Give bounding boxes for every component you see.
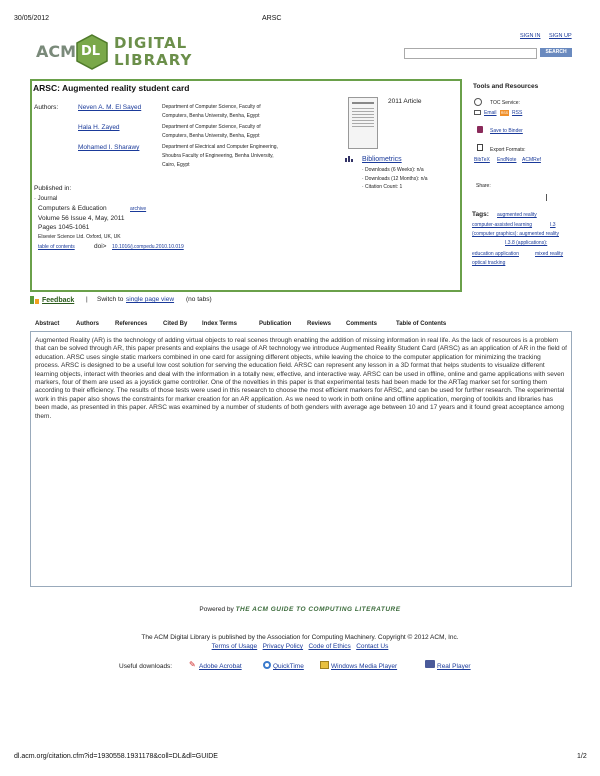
tab-cited-by[interactable]: Cited By (163, 321, 188, 327)
print-date: 30/05/2012 (14, 15, 50, 22)
share-label: Share: (476, 183, 491, 189)
acmref-link[interactable]: ACMRef (522, 157, 541, 163)
toc-service-label: TOC Service: (490, 100, 520, 106)
switch-text: Switch to (97, 296, 124, 303)
no-tabs-text: (no tabs) (186, 296, 212, 303)
contact-link[interactable]: Contact Us (356, 643, 389, 650)
pages-info: Pages 1045-1061 (38, 224, 90, 231)
paper-thumbnail[interactable] (348, 97, 378, 149)
tab-authors[interactable]: Authors (76, 321, 99, 327)
tag-link[interactable]: (computer graphics): augmented reality (472, 231, 559, 237)
volume-info: Volume 56 Issue 4, May, 2011 (38, 215, 125, 222)
save-binder-link[interactable]: Save to Binder (490, 128, 523, 134)
citation-count: · Citation Count: 1 (362, 184, 403, 190)
footer-links (0, 643, 600, 651)
acm-dl-logo[interactable] (36, 34, 193, 70)
doi-label: doi> (94, 243, 107, 250)
author-link-1[interactable]: Neven A. M. El Sayed (78, 104, 142, 111)
author-affil: Shoubra Faculty of Engineering, Benha University, (162, 153, 274, 159)
bar-chart-icon (345, 155, 354, 162)
acrobat-icon: ✎ (189, 660, 196, 669)
endnote-link[interactable]: EndNote (497, 157, 517, 163)
tag-link[interactable]: augmented reality (497, 212, 537, 218)
author-affil: Computers, Benha University, Benha, Egypt (162, 113, 260, 119)
real-player-icon (425, 660, 435, 668)
print-url: dl.acm.org/citation.cfm?id=1930558.1931178&coll=DL&dl=GUIDE (14, 753, 218, 760)
tag-link[interactable]: mixed reality (535, 251, 564, 257)
sign-up-link[interactable]: SIGN UP (549, 33, 572, 39)
single-page-link[interactable]: single page view (126, 296, 175, 303)
tag-link[interactable]: I.3 (550, 222, 556, 228)
logo-dl-text: DL (81, 44, 101, 59)
feedback-separator: | (86, 296, 88, 303)
powered-by-label: Powered by (199, 606, 234, 613)
export-icon (477, 144, 483, 151)
acm-guide-logo[interactable]: THE ACM GUIDE TO COMPUTING LITERATURE (235, 606, 401, 613)
downloads-label: Useful downloads: (119, 663, 173, 670)
rss-link[interactable]: RSS (512, 110, 523, 116)
binder-icon (477, 126, 483, 133)
email-icon (474, 110, 481, 115)
downloads-6w: · Downloads (6 Weeks): n/a (362, 167, 424, 173)
toc-service-icon (474, 98, 482, 106)
toc-link[interactable]: table of contents (38, 244, 75, 250)
logo-line1: DIGITAL (114, 34, 188, 52)
tools-title: Tools and Resources (473, 83, 539, 90)
author-affil: Department of Computer Science, Faculty of (162, 124, 261, 130)
rss-icon: RSS (500, 111, 509, 115)
tags-label: Tags: (472, 211, 489, 218)
published-in-label: Published in: (34, 185, 72, 192)
privacy-link[interactable]: Privacy Policy (262, 643, 304, 650)
tag-link[interactable]: computer-assisted learning (472, 222, 533, 228)
author-affil: Department of Electrical and Computer Engineering, (162, 144, 278, 150)
share-divider (546, 194, 547, 201)
authors-label: Authors: (34, 104, 59, 111)
print-title: ARSC (262, 15, 282, 22)
journal-name: Computers & Education (38, 205, 107, 212)
published-by: The ACM Digital Library is published by the Association for Computing Machinery. Copyright © 2012 ACM, Inc. (141, 634, 459, 641)
terms-link[interactable]: Terms of Usage (211, 643, 258, 650)
real-player-link[interactable]: Real Player (437, 663, 471, 670)
doi-link[interactable]: 10.1016/j.compedu.2010.10.019 (112, 244, 184, 250)
tab-references[interactable]: References (115, 321, 148, 327)
article-title: ARSC: Augmented reality student card (33, 83, 190, 93)
tab-reviews[interactable]: Reviews (307, 321, 332, 327)
search-button[interactable]: SEARCH (540, 48, 572, 57)
print-page-number: 1/2 (577, 753, 587, 760)
tab-table-of-contents[interactable]: Table of Contents (396, 321, 447, 327)
tab-abstract[interactable]: Abstract (35, 321, 60, 327)
wmp-icon (320, 661, 329, 669)
archive-link[interactable]: archive (130, 206, 147, 212)
sign-in-link[interactable]: SIGN IN (520, 33, 541, 39)
publisher-info: Elsevier Science Ltd. Oxford, UK, UK (38, 234, 121, 240)
tab-publication[interactable]: Publication (259, 321, 292, 327)
journal-label: · Journal (34, 196, 58, 202)
logo-line2: LIBRARY (114, 51, 193, 69)
ethics-link[interactable]: Code of Ethics (308, 643, 351, 650)
downloads-12m: · Downloads (12 Months): n/a (362, 176, 428, 182)
powered-by-line (0, 606, 600, 614)
tag-link[interactable]: optical tracking (472, 260, 506, 266)
quicktime-link[interactable]: QuickTime (273, 663, 304, 670)
quicktime-icon (263, 661, 271, 669)
author-affil: Department of Computer Science, Faculty of (162, 104, 261, 110)
year-type: 2011 Article (388, 98, 422, 105)
author-affil: Cairo, Egypt (162, 162, 190, 168)
feedback-link[interactable]: Feedback (42, 297, 75, 304)
tab-comments[interactable]: Comments (346, 321, 378, 327)
feedback-icon (30, 296, 39, 304)
author-link-2[interactable]: Hala H. Zayed (78, 124, 120, 131)
wmp-link[interactable]: Windows Media Player (331, 663, 398, 670)
search-input[interactable] (404, 48, 537, 59)
author-affil: Computers, Benha University, Benha, Egypt (162, 133, 260, 139)
logo-acm: ACM (36, 42, 77, 61)
tag-link[interactable]: I.3.8 (applications): (505, 240, 548, 246)
tab-index-terms[interactable]: Index Terms (202, 321, 237, 327)
author-link-3[interactable]: Mohamed I. Sharawy (78, 144, 140, 151)
bibliometrics-link[interactable]: Bibliometrics (362, 156, 402, 163)
tag-link[interactable]: education application (472, 251, 519, 257)
export-formats-label: Export Formats: (490, 147, 526, 153)
acrobat-link[interactable]: Adobe Acrobat (199, 663, 242, 670)
bibtex-link[interactable]: BibTeX (474, 157, 490, 163)
email-link[interactable]: Email (484, 110, 497, 116)
abstract-text: Augmented Reality (AR) is the technology of adding virtual objects to real scenes through enabling the addition of missing information in real life. As the lack of resources is a problem that can be solved through AR, this paper presents and explains the usage of AR technology we introduce Augmented Reality Student Card (ARSC) as an application of AR in the field of education. ARSC uses single static markers combined in one card for assigning different objects, while leaving the choice to the computer application for minimizing the tracking process. ARSC is designed to be a useful low cost solution for serving the education field. ARSC can represent any lesson in a 3D format that helps students to visualize different learning objects, interact with theories and deal with the information in a totally new, effective, and interactive way. ARSC can be used in offline, online and game applications with seven markers, four of them are used as a joystick game controller. One of the novelties in this paper is that experimental tests had been made for the ARTag marker set for sorting them according to their efficiency. The results of those tests were used in this research to choose the most efficient markers for ARSC, and can be used for further research. The experimental work in this paper also shows the constraints for marker creation for an AR application. As we need to work in both online and offline application, merging of toolkits and libraries has been made, as presented in this paper. ARSC was examined by a number of students of both genders with average age between 10 and 17 years and it found great acceptance among them. (35, 337, 567, 420)
